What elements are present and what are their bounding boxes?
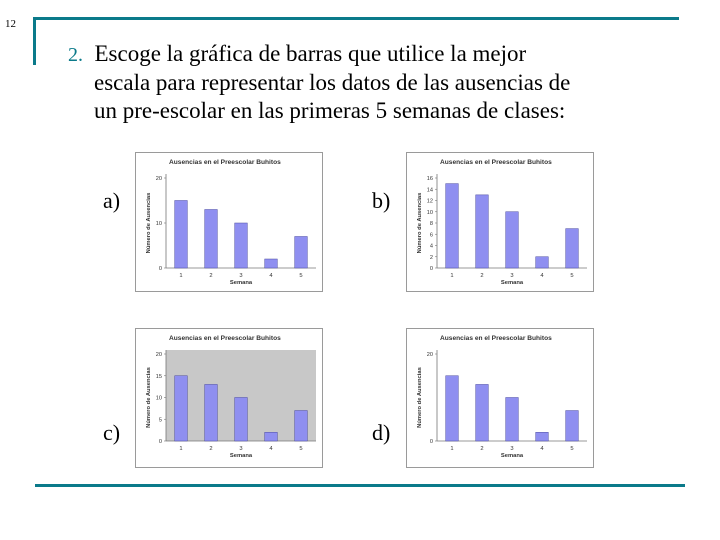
chart-b[interactable] (406, 152, 594, 292)
bar (295, 237, 308, 269)
chart-title: Ausencias en el Preescolar Buhitos (169, 335, 281, 342)
x-tick-label: 2 (209, 273, 213, 279)
y-axis-label: Número de Ausencias (146, 367, 152, 428)
y-tick-label: 0 (429, 439, 433, 445)
y-axis-label: Número de Ausencias (146, 192, 152, 254)
bar (295, 411, 308, 441)
y-tick-label: 12 (426, 198, 433, 205)
x-tick-label: 3 (239, 273, 243, 279)
bar (175, 376, 188, 441)
y-tick-label: 20 (155, 176, 162, 182)
y-tick-label: 0 (429, 266, 433, 272)
bar (235, 223, 248, 268)
x-tick-label: 5 (299, 446, 303, 452)
bar (506, 398, 519, 442)
bar (205, 384, 218, 441)
x-tick-label: 3 (510, 273, 514, 279)
bar (476, 195, 489, 268)
x-tick-label: 5 (299, 273, 303, 279)
y-tick-label: 0 (158, 439, 162, 445)
bar (446, 376, 459, 441)
y-axis-label: Número de Ausencias (417, 367, 423, 428)
bar (536, 432, 549, 441)
y-tick-label: 2 (429, 254, 433, 261)
x-tick-label: 3 (239, 446, 243, 452)
chart-title: Ausencias en el Preescolar Buhitos (440, 335, 552, 342)
chart-b-svg (407, 153, 593, 291)
bar (506, 212, 519, 268)
y-tick-label: 6 (429, 232, 433, 239)
x-tick-label: 5 (570, 273, 574, 279)
chart-a-svg (136, 153, 322, 291)
y-tick-label: 10 (155, 395, 162, 402)
x-tick-label: 1 (450, 446, 454, 452)
chart-title: Ausencias en el Preescolar Buhitos (169, 159, 281, 166)
option-label-c: c) (103, 420, 121, 445)
x-tick-label: 1 (179, 446, 183, 452)
y-tick-label: 5 (158, 417, 162, 424)
option-label-b: b) (372, 188, 391, 213)
chart-a[interactable] (135, 152, 323, 292)
option-label-a: a) (103, 188, 121, 213)
bar (265, 259, 278, 268)
y-tick-label: 0 (158, 266, 162, 272)
x-axis-label: Semana (500, 280, 524, 286)
bar (235, 398, 248, 442)
x-tick-label: 4 (540, 446, 544, 452)
bar (265, 432, 278, 441)
y-tick-label: 10 (426, 209, 433, 216)
bar (566, 411, 579, 441)
question-text (68, 40, 628, 125)
question-line-3: un pre-escolar en las primeras 5 semanas de clases: (94, 98, 566, 123)
x-tick-label: 1 (450, 273, 454, 279)
question-line-1 (68, 40, 628, 69)
x-axis-label: Semana (500, 453, 524, 459)
y-axis-label: Número de Ausencias (417, 192, 423, 254)
frame-top-line (35, 17, 679, 20)
x-tick-label: 2 (209, 446, 213, 452)
slide-number: 12 (5, 18, 16, 30)
chart-c-svg (136, 329, 322, 467)
chart-d[interactable] (406, 328, 594, 468)
x-tick-label: 3 (510, 446, 514, 452)
y-tick-label: 8 (429, 221, 433, 227)
x-tick-label: 4 (269, 446, 273, 452)
x-tick-label: 2 (480, 446, 484, 452)
bar (446, 184, 459, 268)
y-tick-label: 16 (426, 176, 433, 182)
y-tick-label: 14 (426, 187, 433, 194)
question-line-1-text: Escoge la gráfica de barras que utilice la mejor (94, 41, 527, 66)
x-tick-label: 1 (179, 273, 183, 279)
chart-d-svg (407, 329, 593, 467)
bar (205, 210, 218, 269)
y-tick-label: 15 (155, 373, 162, 380)
x-axis-label: Semana (229, 280, 253, 286)
x-tick-label: 2 (480, 273, 484, 279)
bar (536, 257, 549, 268)
y-tick-label: 10 (155, 221, 162, 227)
option-label-d: d) (372, 420, 391, 445)
x-tick-label: 4 (269, 273, 273, 279)
y-tick-label: 20 (426, 352, 433, 358)
x-axis-label: Semana (229, 453, 253, 459)
chart-c[interactable] (135, 328, 323, 468)
x-tick-label: 4 (540, 273, 544, 279)
y-tick-label: 4 (429, 243, 433, 250)
x-tick-label: 5 (570, 446, 574, 452)
chart-title: Ausencias en el Preescolar Buhitos (440, 159, 552, 166)
question-number: 2. (68, 44, 83, 66)
frame-left-line (33, 17, 36, 65)
y-tick-label: 20 (155, 352, 162, 358)
bar (175, 201, 188, 269)
frame-bottom-line (35, 484, 685, 487)
question-line-2: escala para representar los datos de las ausencias de (94, 70, 571, 95)
bar (566, 229, 579, 268)
bar (476, 384, 489, 441)
